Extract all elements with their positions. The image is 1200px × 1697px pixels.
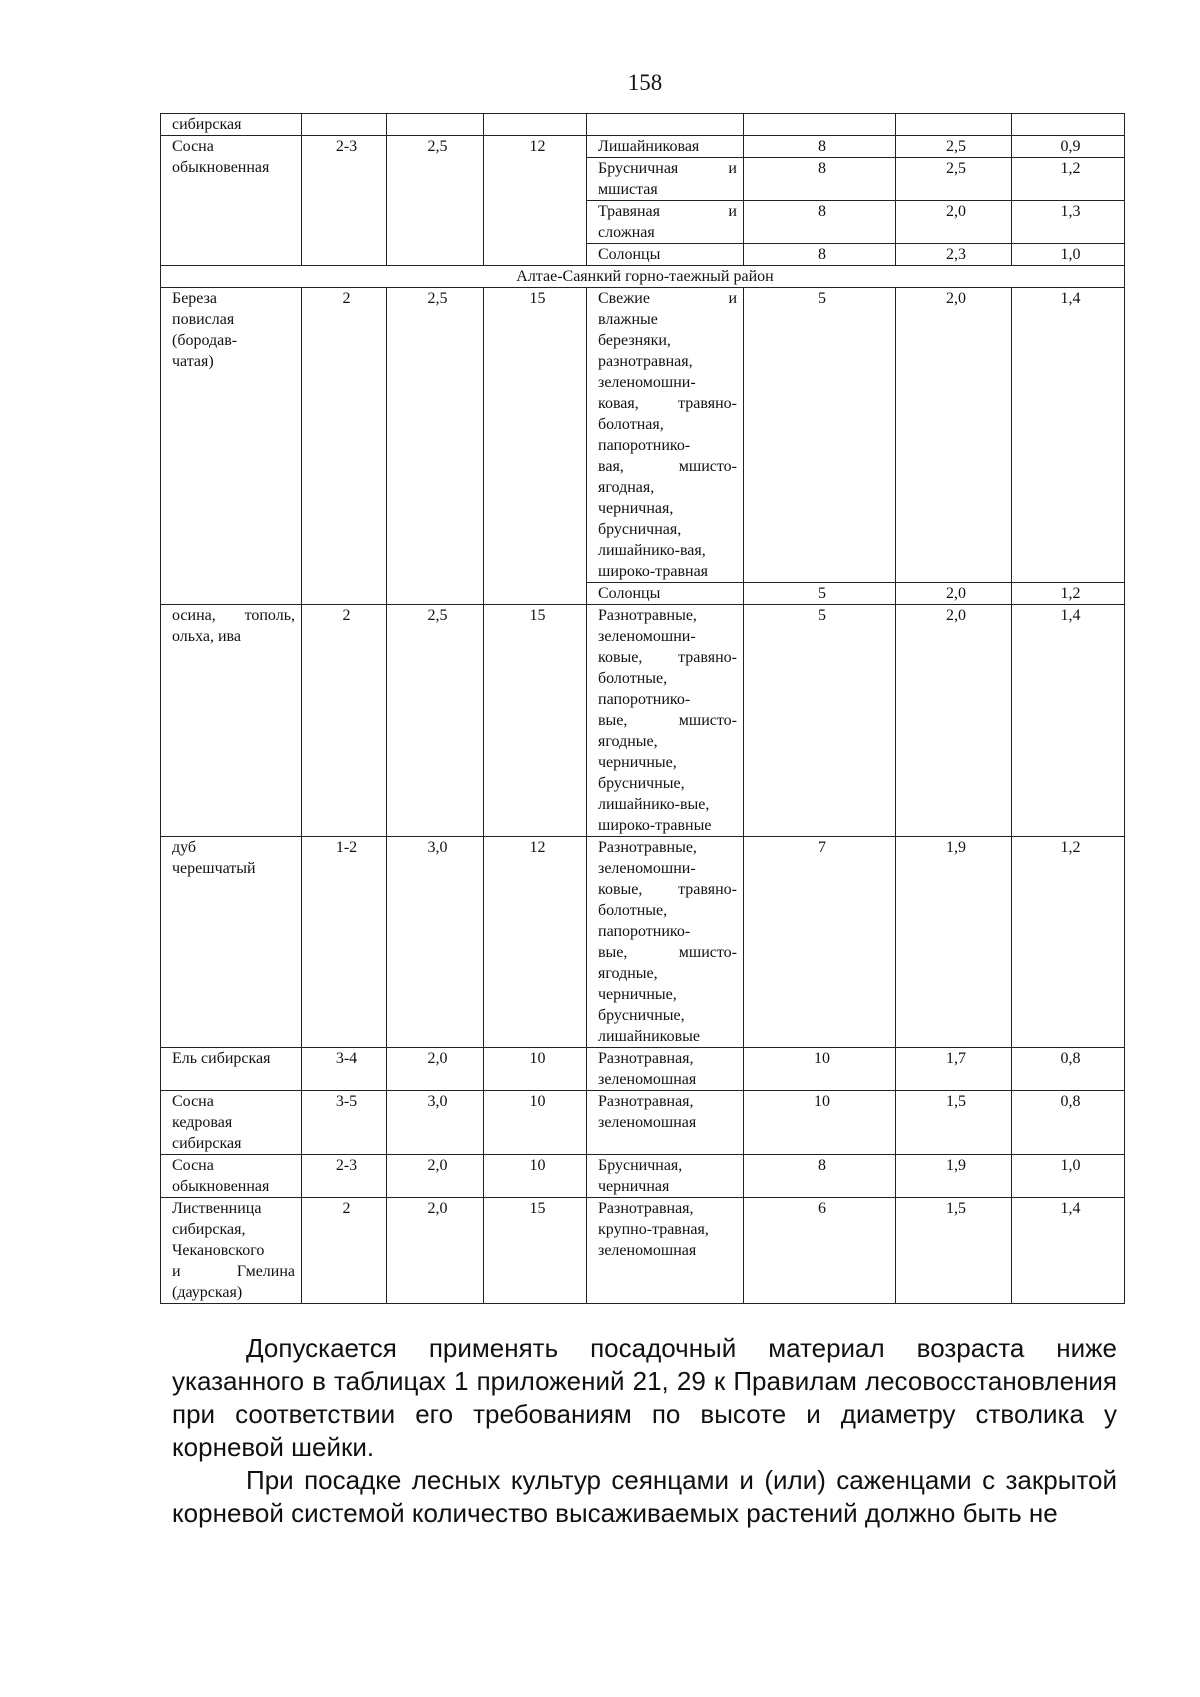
forest-type-cell-line: вые, мшисто- <box>598 712 737 729</box>
spacing-cell-line: 1,9 <box>946 1157 966 1174</box>
species-cell <box>161 605 302 837</box>
forest-type-cell-line: березняки, <box>598 332 671 349</box>
forest-type-cell-line: Травяная и <box>598 203 737 220</box>
height-cell-line: 2,0 <box>427 1200 448 1217</box>
table-body-bottom <box>161 288 1125 1304</box>
spacing-cell-line: 1,7 <box>946 1050 966 1067</box>
forest-type-cell <box>587 1155 744 1198</box>
diameter-cell <box>484 605 587 837</box>
forest-type-cell <box>587 158 744 201</box>
forest-type-cell-line: болотная, <box>598 416 664 433</box>
forest-type-cell <box>587 1198 744 1304</box>
density-cell <box>744 136 896 158</box>
species-cell-line: (даурская) <box>172 1284 243 1301</box>
species-cell <box>161 136 302 266</box>
age-cell-line: 2 <box>342 607 351 624</box>
ratio-cell <box>1012 244 1125 266</box>
spacing-cell <box>896 605 1012 837</box>
spacing-cell <box>896 1091 1012 1155</box>
table-body-top <box>161 114 1125 266</box>
age-cell-line: 1-2 <box>335 839 358 856</box>
ratio-cell-line: 0,8 <box>1060 1050 1081 1067</box>
planting-norms-table <box>160 113 1125 1304</box>
forest-type-cell-line: лишайниковые <box>598 1028 701 1045</box>
ratio-cell <box>1012 201 1125 244</box>
height-cell <box>387 1198 484 1304</box>
density-cell-line: 6 <box>818 1200 826 1217</box>
forest-type-cell-line: разнотравная, <box>598 353 693 370</box>
spacing-cell <box>896 158 1012 201</box>
species-cell-line: Чекановского <box>172 1242 265 1259</box>
density-cell-line: 7 <box>818 839 826 856</box>
ratio-cell-line: 1,2 <box>1060 160 1081 177</box>
age-cell <box>302 1091 387 1155</box>
height-cell <box>387 1048 484 1091</box>
ratio-cell-line: 1,3 <box>1060 203 1081 220</box>
density-cell-line: 8 <box>818 203 826 220</box>
spacing-cell <box>896 583 1012 605</box>
forest-type-cell-line: болотные, <box>598 902 668 919</box>
species-cell-line: Сосна <box>172 1157 214 1174</box>
height-cell <box>387 1155 484 1198</box>
density-cell <box>744 114 896 136</box>
age-cell-line: 2 <box>342 1200 351 1217</box>
density-cell <box>744 1048 896 1091</box>
density-cell-line: 8 <box>818 138 826 155</box>
species-cell-line: ольха, ива <box>172 628 241 645</box>
ratio-cell <box>1012 288 1125 583</box>
ratio-cell <box>1012 136 1125 158</box>
forest-type-cell <box>587 837 744 1048</box>
ratio-cell <box>1012 114 1125 136</box>
spacing-cell-line: 2,0 <box>946 203 966 220</box>
diameter-cell <box>484 136 587 266</box>
height-cell <box>387 837 484 1048</box>
forest-type-cell-line: брусничные, <box>598 775 685 792</box>
forest-type-cell-line: черничная, <box>598 500 674 517</box>
species-cell-line: повислая <box>172 311 235 328</box>
ratio-cell <box>1012 1091 1125 1155</box>
forest-type-cell-line: ковая, травяно- <box>598 395 737 412</box>
ratio-cell-line: 1,2 <box>1060 585 1081 602</box>
density-cell <box>744 1198 896 1304</box>
height-cell-line: 2,0 <box>427 1157 448 1174</box>
density-cell-line: 8 <box>818 160 826 177</box>
forest-type-cell-line: Солонцы <box>598 246 661 263</box>
forest-type-cell-line: вая, мшисто- <box>598 458 737 475</box>
ratio-cell-line: 1,2 <box>1060 839 1081 856</box>
density-cell <box>744 583 896 605</box>
diameter-cell <box>484 1091 587 1155</box>
forest-type-cell-line: зеленомошная <box>598 1114 697 1131</box>
density-cell <box>744 201 896 244</box>
forest-type-cell <box>587 244 744 266</box>
region-title: Алтае-Саянкий горно-таежный район <box>161 266 1125 288</box>
forest-type-cell-line: крупно-травная, <box>598 1221 709 1238</box>
ratio-cell <box>1012 583 1125 605</box>
age-cell <box>302 1155 387 1198</box>
height-cell-line: 3,0 <box>427 839 448 856</box>
diameter-cell-line: 12 <box>529 839 546 856</box>
species-cell-line: обыкновенная <box>172 1178 270 1195</box>
diameter-cell-line: 10 <box>529 1157 546 1174</box>
spacing-cell-line: 2,0 <box>946 607 966 624</box>
forest-type-cell-line: папоротнико- <box>598 437 691 454</box>
forest-type-cell <box>587 114 744 136</box>
height-cell-line: 2,5 <box>427 607 448 624</box>
forest-type-cell-line: вые, мшисто- <box>598 944 737 961</box>
forest-type-cell-line: ковые, травяно- <box>598 649 737 666</box>
density-cell-line: 5 <box>818 290 826 307</box>
density-cell-line: 5 <box>818 585 826 602</box>
species-cell-line: (бородав- <box>172 332 238 349</box>
species-cell-line: сибирская, <box>172 1221 246 1238</box>
species-cell-line: Береза <box>172 290 218 307</box>
age-cell <box>302 136 387 266</box>
ratio-cell-line: 0,9 <box>1060 138 1081 155</box>
forest-type-cell <box>587 136 744 158</box>
forest-type-cell-line: Разнотравная, <box>598 1050 694 1067</box>
species-cell <box>161 1155 302 1198</box>
species-cell <box>161 114 302 136</box>
diameter-cell-line: 10 <box>529 1093 546 1110</box>
height-cell <box>387 136 484 266</box>
ratio-cell <box>1012 1155 1125 1198</box>
height-cell-line: 3,0 <box>427 1093 448 1110</box>
forest-type-cell-line: ягодные, <box>598 733 658 750</box>
forest-type-cell-line: черничные, <box>598 754 677 771</box>
species-cell <box>161 1091 302 1155</box>
species-cell-line: Ель сибирская <box>172 1050 271 1067</box>
density-cell <box>744 605 896 837</box>
table-row <box>161 1198 1125 1304</box>
age-cell-line: 2-3 <box>335 138 358 155</box>
height-cell-line: 2,5 <box>427 138 448 155</box>
forest-type-cell <box>587 201 744 244</box>
forest-type-cell-line: Свежие и <box>598 290 737 307</box>
forest-type-cell-line: Солонцы <box>598 585 661 602</box>
ratio-cell-line: 0,8 <box>1060 1093 1081 1110</box>
forest-type-cell-line: широко-травная <box>598 563 709 580</box>
forest-type-cell-line: зеленомошни- <box>598 628 696 645</box>
spacing-cell <box>896 1155 1012 1198</box>
species-cell-line: Сосна <box>172 1093 214 1110</box>
density-cell <box>744 837 896 1048</box>
diameter-cell <box>484 1155 587 1198</box>
spacing-cell-line: 2,5 <box>946 138 966 155</box>
spacing-cell-line: 1,9 <box>946 839 966 856</box>
forest-type-cell-line: Разнотравная, <box>598 1200 694 1217</box>
spacing-cell <box>896 288 1012 583</box>
table-row <box>161 837 1125 1048</box>
diameter-cell-line: 15 <box>529 607 546 624</box>
table-row <box>161 288 1125 583</box>
ratio-cell <box>1012 1198 1125 1304</box>
spacing-cell <box>896 114 1012 136</box>
density-cell-line: 10 <box>814 1093 830 1110</box>
table-row <box>161 114 1125 136</box>
forest-type-cell <box>587 605 744 837</box>
forest-type-cell-line: влажные <box>598 311 658 328</box>
region-header-row <box>161 266 1125 288</box>
density-cell-line: 8 <box>818 246 826 263</box>
species-cell <box>161 837 302 1048</box>
species-cell <box>161 1198 302 1304</box>
ratio-cell-line: 1,4 <box>1060 290 1081 307</box>
table-row <box>161 136 1125 158</box>
forest-type-cell-line: ягодные, <box>598 965 658 982</box>
species-cell-line: осина, тополь, <box>172 607 295 624</box>
age-cell-line: 3-4 <box>335 1050 358 1067</box>
density-cell <box>744 1091 896 1155</box>
forest-type-cell-line: Разнотравные, <box>598 607 697 624</box>
forest-type-cell-line: брусничные, <box>598 1007 685 1024</box>
height-cell <box>387 1091 484 1155</box>
spacing-cell-line: 2,5 <box>946 160 966 177</box>
density-cell <box>744 244 896 266</box>
density-cell-line: 10 <box>814 1050 830 1067</box>
species-cell <box>161 1048 302 1091</box>
forest-type-cell-line: ягодная, <box>598 479 655 496</box>
forest-type-cell-line: ковые, травяно- <box>598 881 737 898</box>
species-cell-line: Лиственница <box>172 1200 262 1217</box>
forest-type-cell-line: папоротнико- <box>598 691 691 708</box>
age-cell <box>302 605 387 837</box>
forest-type-cell-line: зеленомошни- <box>598 374 696 391</box>
forest-type-cell <box>587 1048 744 1091</box>
forest-type-cell-line: черничные, <box>598 986 677 1003</box>
forest-type-cell-line: брусничная, <box>598 521 682 538</box>
age-cell <box>302 1048 387 1091</box>
spacing-cell <box>896 136 1012 158</box>
forest-type-cell-line: Разнотравные, <box>598 839 697 856</box>
density-cell <box>744 158 896 201</box>
species-cell-line: Сосна <box>172 138 214 155</box>
forest-type-cell-line: зеленомошная <box>598 1071 697 1088</box>
spacing-cell <box>896 837 1012 1048</box>
age-cell <box>302 837 387 1048</box>
forest-type-cell-line: Лишайниковая <box>598 138 700 155</box>
body-text <box>172 1332 1117 1530</box>
age-cell <box>302 114 387 136</box>
age-cell <box>302 288 387 605</box>
forest-type-cell-line: Брусничная и <box>598 160 737 177</box>
density-cell-line: 8 <box>818 1157 826 1174</box>
ratio-cell-line: 1,0 <box>1060 246 1081 263</box>
spacing-cell <box>896 244 1012 266</box>
species-cell-line: обыкновенная <box>172 159 270 176</box>
ratio-cell <box>1012 1048 1125 1091</box>
species-cell-line: и Гмелина <box>172 1263 295 1280</box>
forest-type-cell-line: папоротнико- <box>598 923 691 940</box>
forest-type-cell-line: зеленомошни- <box>598 860 696 877</box>
paragraph-1: Допускается применять посадочный материал возраста ниже указанного в таблицах 1 приложений 21, 29 к Правилам лесовосстановления при соответствии его требованиям по высоте и диаметру стволика у корневой шейки. <box>172 1333 1117 1462</box>
species-cell-line: сибирская <box>172 116 242 133</box>
forest-type-cell-line: лишайнико-вая, <box>598 542 706 559</box>
age-cell-line: 2-3 <box>335 1157 358 1174</box>
forest-type-cell-line: Брусничная, <box>598 1157 683 1174</box>
paragraph-2: При посадке лесных культур сеянцами и (или) саженцами с закрытой корневой системой количество высаживаемых растений должно быть не <box>172 1465 1117 1528</box>
species-cell-line: кедровая <box>172 1114 233 1131</box>
spacing-cell-line: 1,5 <box>946 1200 966 1217</box>
forest-type-cell-line: широко-травные <box>598 817 712 834</box>
diameter-cell <box>484 1198 587 1304</box>
region-header-section <box>161 266 1125 288</box>
forest-type-cell-line: лишайнико-вые, <box>598 796 710 813</box>
forest-type-cell-line: зеленомошная <box>598 1242 697 1259</box>
spacing-cell <box>896 201 1012 244</box>
table-row <box>161 605 1125 837</box>
ratio-cell <box>1012 605 1125 837</box>
ratio-cell <box>1012 158 1125 201</box>
species-cell-line: дуб <box>172 839 197 856</box>
spacing-cell-line: 2,3 <box>946 246 966 263</box>
ratio-cell-line: 1,4 <box>1060 1200 1081 1217</box>
height-cell-line: 2,5 <box>427 290 448 307</box>
density-cell <box>744 288 896 583</box>
ratio-cell-line: 1,4 <box>1060 607 1081 624</box>
forest-type-cell-line: Разнотравная, <box>598 1093 694 1110</box>
table-row <box>161 1048 1125 1091</box>
ratio-cell-line: 1,0 <box>1060 1157 1081 1174</box>
age-cell-line: 3-5 <box>335 1093 358 1110</box>
spacing-cell-line: 2,0 <box>946 585 966 602</box>
forest-type-cell-line: черничная <box>598 1178 670 1195</box>
forest-type-cell <box>587 1091 744 1155</box>
species-cell-line: чатая) <box>172 353 214 370</box>
density-cell <box>744 1155 896 1198</box>
height-cell <box>387 288 484 605</box>
density-cell-line: 5 <box>818 607 826 624</box>
table-row <box>161 1091 1125 1155</box>
diameter-cell-line: 15 <box>529 1200 546 1217</box>
height-cell <box>387 114 484 136</box>
table-row <box>161 1155 1125 1198</box>
age-cell <box>302 1198 387 1304</box>
spacing-cell-line: 1,5 <box>946 1093 966 1110</box>
forest-type-cell <box>587 288 744 583</box>
diameter-cell <box>484 114 587 136</box>
diameter-cell <box>484 837 587 1048</box>
diameter-cell-line: 10 <box>529 1050 546 1067</box>
spacing-cell <box>896 1048 1012 1091</box>
forest-type-cell <box>587 583 744 605</box>
diameter-cell <box>484 1048 587 1091</box>
forest-type-cell-line: болотные, <box>598 670 668 687</box>
species-cell-line: сибирская <box>172 1135 242 1152</box>
species-cell <box>161 288 302 605</box>
ratio-cell <box>1012 837 1125 1048</box>
height-cell-line: 2,0 <box>427 1050 448 1067</box>
spacing-cell <box>896 1198 1012 1304</box>
page-number: 158 <box>627 70 663 95</box>
height-cell <box>387 605 484 837</box>
diameter-cell-line: 12 <box>529 138 546 155</box>
species-cell-line: черешчатый <box>172 860 256 877</box>
forest-type-cell-line: сложная <box>598 224 655 241</box>
spacing-cell-line: 2,0 <box>946 290 966 307</box>
forest-type-cell-line: мшистая <box>598 181 658 198</box>
diameter-cell <box>484 288 587 605</box>
diameter-cell-line: 15 <box>529 290 546 307</box>
age-cell-line: 2 <box>342 290 351 307</box>
